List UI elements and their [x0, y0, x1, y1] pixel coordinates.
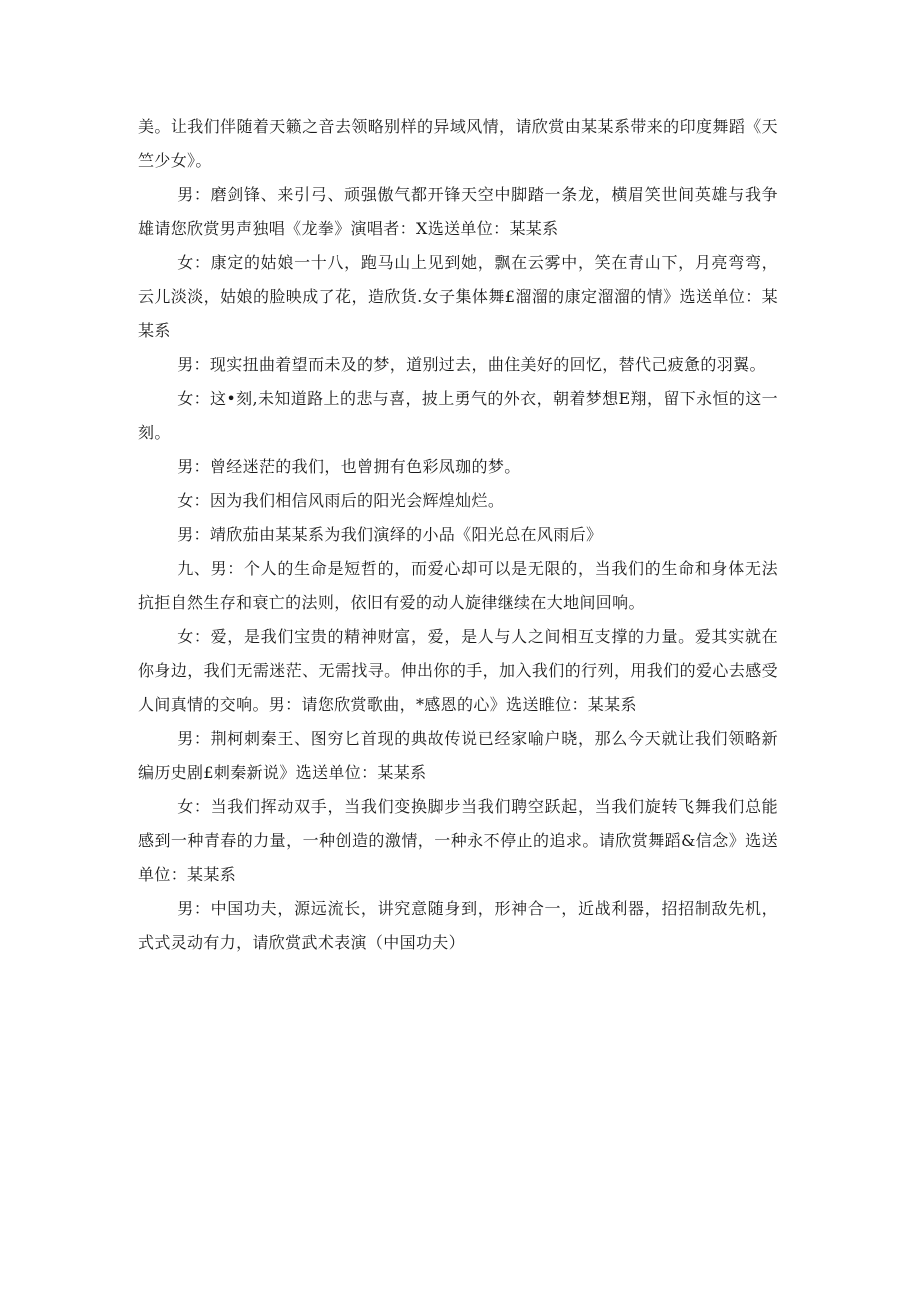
body-text [138, 110, 778, 960]
paragraph-10: 女：爱，是我们宝贵的精神财富，爱，是人与人之间相互支撑的力量。爱其实就在你身边，我们无需迷茫、无需找寻。伸出你的手，加入我们的行列，用我们的爱心去感受人间真情的交响。男：请您欣赏歌曲，*感恩的心》选送睢位：某某系 [138, 627, 778, 714]
paragraph-5: 女：这•刻,未知道路上的悲与喜，披上勇气的外衣，朝着梦想E翔，留下永恒的这一刻。 [138, 389, 778, 442]
paragraph-3: 女：康定的姑娘一十八，跑马山上见到她，飘在云雾中，笑在青山下，月亮弯弯，云儿淡淡，姑娘的脸映成了花，造欣货.女子集体舞£溜溜的康定溜溜的情》选送单位：某某系 [138, 253, 778, 340]
paragraph-11: 男：荆柯刺秦王、图穷匕首现的典故传说已经家喻户晓，那么今天就让我们领略新编历史剧£刺秦新说》选送单位：某某系 [138, 729, 778, 782]
paragraph-12: 女：当我们挥动双手，当我们变换脚步当我们聘空跃起，当我们旋转飞舞我们总能感到一种青春的力量，一种创造的激情，一种永不停止的追求。请欣赏舞蹈&信念》选送单位：某某系 [138, 797, 778, 884]
paragraph-13: 男：中国功夫，源远流长，讲究意随身到，形神合一，近战利器，招招制敌先机，式式灵动有力，请欣赏武术表演（中国功夫） [138, 899, 778, 952]
paragraph-1: 美。让我们伴随着天籁之音去领略别样的异域风情，请欣赏由某某系带来的印度舞蹈《天竺少女》。 [138, 117, 778, 170]
paragraph-4: 男：现实扭曲着望而未及的梦，道别过去，曲住美好的回忆，替代己疲惫的羽翼。 [177, 355, 766, 374]
paragraph-2: 男：磨剑锋、来引弓、顽强傲气都开锋天空中脚踏一条龙，横眉笑世间英雄与我争雄请您欣赏男声独唱《龙拳》演唱者：X选送单位：某某系 [138, 185, 778, 238]
paragraph-6: 男：曾经迷茫的我们，也曾拥有色彩凤珈的梦。 [177, 457, 521, 476]
paragraph-8: 男：靖欣茄由某某系为我们演绎的小品《阳光总在风雨后》 [177, 525, 603, 544]
paragraph-7: 女：因为我们相信风雨后的阳光会辉煌灿烂。 [177, 491, 505, 510]
paragraph-9: 九、男：个人的生命是短哲的，而爱心却可以是无限的，当我们的生命和身体无法抗拒自然生存和衰亡的法则，依旧有爱的动人旋律继续在大地间回响。 [138, 559, 778, 612]
